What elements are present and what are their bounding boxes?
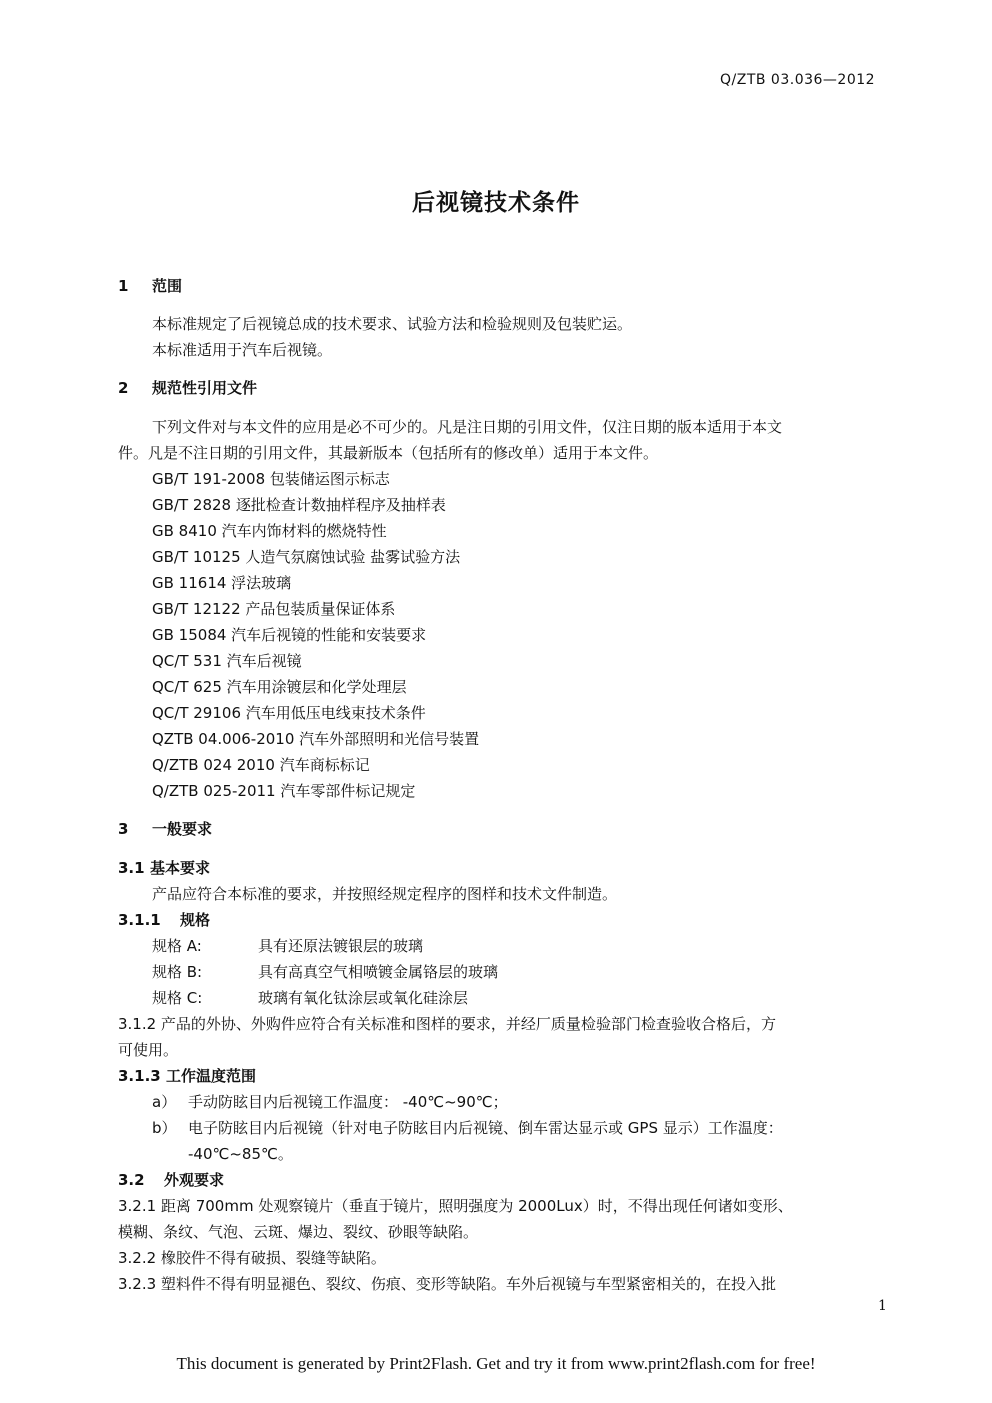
section-3-2-2-text: 3.2.2 橡胶件不得有破损、裂缝等缺陷。: [118, 1249, 386, 1267]
reference-item: Q/ZTB 024 2010 汽车商标标记: [152, 756, 370, 774]
reference-item: QC/T 29106 汽车用低压电线束技术条件: [152, 704, 426, 722]
section-3-1-3-number: 3.1.3: [118, 1067, 161, 1085]
section-1-paragraph-1: 本标准规定了后视镜总成的技术要求、试验方法和检验规则及包装贮运。: [152, 315, 633, 333]
section-3-2-1-line-1: 3.2.1 距离 700mm 处观察镜片（垂直于镜片，照明强度为 2000Lux）时，不得出现任何诸如变形、: [118, 1197, 793, 1215]
reference-item: Q/ZTB 025-2011 汽车零部件标记规定: [152, 782, 416, 800]
item-b-text-line-1: 电子防眩目内后视镜（针对电子防眩目内后视镜、倒车雷达显示或 GPS 显示）工作温度：: [188, 1119, 783, 1137]
reference-item: GB/T 10125 人造气氛腐蚀试验 盐雾试验方法: [152, 548, 461, 566]
spec-label: 规格 C:: [152, 989, 203, 1007]
section-3-1-1-heading: 规格: [180, 911, 211, 929]
section-2-heading: 规范性引用文件: [152, 379, 258, 397]
footer-notice: This document is generated by Print2Flash. Get and try it from www.print2flash.com for free!: [176, 1354, 816, 1373]
item-a-label: a）: [152, 1093, 177, 1111]
section-3-2-1-line-2: 模糊、条纹、气泡、云斑、爆边、裂纹、砂眼等缺陷。: [118, 1223, 479, 1241]
section-3-2-3-text: 3.2.3 塑料件不得有明显褪色、裂纹、伤痕、变形等缺陷。车外后视镜与车型紧密相关的，在投入批: [118, 1275, 776, 1293]
section-1-paragraph-2: 本标准适用于汽车后视镜。: [152, 341, 333, 359]
section-3-1-3-heading: 工作温度范围: [166, 1067, 257, 1085]
spec-label: 规格 B:: [152, 963, 203, 981]
reference-item: GB 15084 汽车后视镜的性能和安装要求: [152, 626, 427, 644]
section-1-number: 1: [118, 277, 129, 295]
item-b-text-line-2: -40℃~85℃。: [188, 1145, 293, 1163]
document-title: 后视镜技术条件: [412, 190, 580, 216]
section-3-2-number: 3.2: [118, 1171, 145, 1189]
section-2-intro-line-2: 件。凡是不注日期的引用文件，其最新版本（包括所有的修改单）适用于本文件。: [118, 444, 659, 462]
section-3-1-2-line-2: 可使用。: [118, 1041, 179, 1059]
section-3-1-2-line-1: 3.1.2 产品的外协、外购件应符合有关标准和图样的要求，并经厂质量检验部门检查验收合格后，方: [118, 1015, 776, 1033]
reference-item: GB 11614 浮法玻璃: [152, 574, 292, 592]
item-a-text: 手动防眩目内后视镜工作温度： -40℃~90℃；: [188, 1093, 508, 1111]
reference-item: GB/T 2828 逐批检查计数抽样程序及抽样表: [152, 496, 446, 514]
document-code: Q/ZTB 03.036—2012: [720, 72, 876, 88]
section-3-2-heading: 外观要求: [164, 1171, 225, 1189]
reference-item: QZTB 04.006-2010 汽车外部照明和光信号装置: [152, 730, 480, 748]
section-3-number: 3: [118, 820, 129, 838]
section-3-1-text: 产品应符合本标准的要求，并按照经规定程序的图样和技术文件制造。: [152, 885, 618, 903]
reference-item: QC/T 625 汽车用涂镀层和化学处理层: [152, 678, 407, 696]
reference-item: QC/T 531 汽车后视镜: [152, 652, 302, 670]
page-number: 1: [878, 1298, 887, 1314]
section-2-intro-line-1: 下列文件对与本文件的应用是必不可少的。凡是注日期的引用文件，仅注日期的版本适用于本文: [152, 418, 783, 436]
spec-text: 具有还原法镀银层的玻璃: [258, 937, 424, 955]
section-2-number: 2: [118, 379, 129, 397]
item-b-label: b）: [152, 1119, 177, 1137]
section-3-heading: 一般要求: [152, 820, 213, 838]
spec-label: 规格 A:: [152, 937, 202, 955]
reference-item: GB/T 191-2008 包装储运图示标志: [152, 470, 390, 488]
section-3-1-heading: 基本要求: [150, 859, 211, 877]
section-1-heading: 范围: [152, 277, 183, 295]
reference-item: GB 8410 汽车内饰材料的燃烧特性: [152, 522, 387, 540]
section-3-1-number: 3.1: [118, 859, 145, 877]
spec-text: 具有高真空气相喷镀金属铬层的玻璃: [258, 963, 499, 981]
spec-text: 玻璃有氧化钛涂层或氧化硅涂层: [258, 989, 469, 1007]
reference-item: GB/T 12122 产品包装质量保证体系: [152, 600, 396, 618]
section-3-1-1-number: 3.1.1: [118, 911, 161, 929]
